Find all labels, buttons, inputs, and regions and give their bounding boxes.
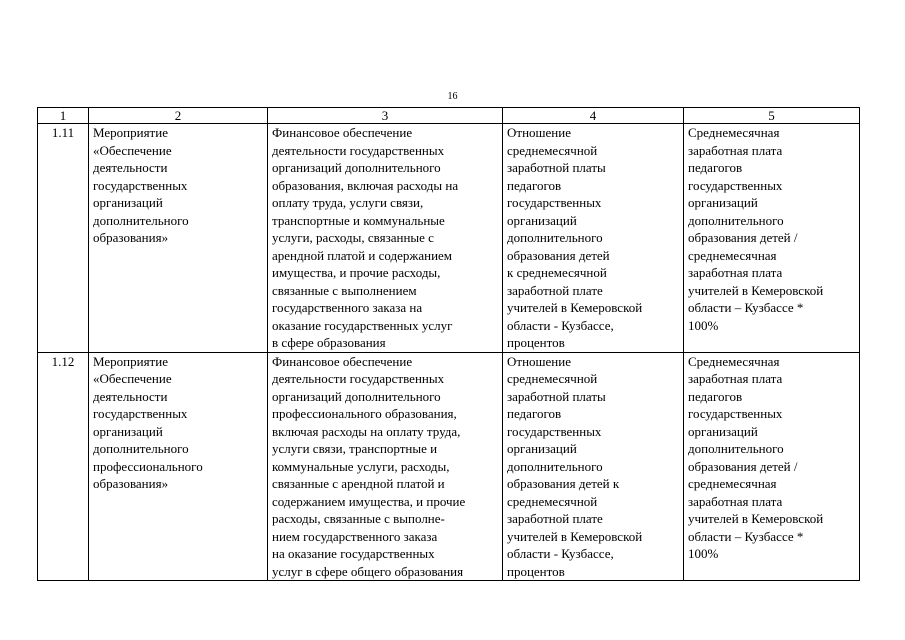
text-line: заработной плате bbox=[507, 282, 603, 298]
text-line: образования» bbox=[93, 476, 169, 491]
text-line: «Обеспечение bbox=[93, 371, 172, 386]
activity-description-cell bbox=[268, 352, 503, 581]
page-number: 16 bbox=[447, 91, 458, 102]
text-line: дополнительного bbox=[688, 441, 784, 456]
text-line: Среднемесячная bbox=[688, 125, 780, 140]
text-line: Мероприятие bbox=[93, 353, 168, 369]
text-line: области – Кузбассе * bbox=[688, 300, 804, 315]
text-line: учителей в Кемеровской bbox=[688, 282, 824, 298]
text-line: организаций дополнительного bbox=[272, 160, 441, 175]
text-line: дополнительного bbox=[507, 458, 603, 474]
text-line: среднемесячная bbox=[688, 247, 777, 263]
text-line: профессионального образования, bbox=[272, 406, 457, 421]
text-line: государственного заказа на bbox=[272, 300, 423, 315]
text-line: заработной плате bbox=[507, 511, 603, 526]
text-line: в сфере образования bbox=[272, 335, 386, 350]
header-cell: 3 bbox=[268, 108, 503, 124]
table-header-row bbox=[38, 108, 860, 124]
text-line: арендной платой и содержанием bbox=[272, 247, 453, 263]
text-line: на оказание государственных bbox=[272, 546, 435, 561]
text-line: учителей в Кемеровской bbox=[507, 300, 643, 315]
text-line: включая расходы на оплату труда, bbox=[272, 423, 461, 439]
text-line: деятельности государственных bbox=[272, 142, 445, 158]
text-line: государственных bbox=[688, 406, 783, 421]
text-line: расходы, связанные с выполне- bbox=[272, 511, 445, 526]
text-line: дополнительного bbox=[93, 441, 189, 456]
text-line: услуг в сфере общего образования bbox=[272, 563, 464, 579]
text-line: заработная плата bbox=[688, 371, 783, 386]
text-line: области – Кузбассе * bbox=[688, 528, 804, 544]
formula-cell bbox=[684, 352, 860, 581]
text-line: деятельности bbox=[93, 388, 168, 404]
text-line: 100% bbox=[688, 546, 719, 561]
text-line: деятельности bbox=[93, 160, 168, 175]
text-line: образования детей / bbox=[688, 458, 798, 474]
text-line: имущества, и прочие расходы, bbox=[272, 265, 441, 280]
text-line: учителей в Кемеровской bbox=[507, 528, 643, 544]
text-line: среднемесячной bbox=[507, 142, 598, 158]
header-cell: 2 bbox=[89, 108, 268, 124]
text-line: Отношение bbox=[507, 353, 571, 369]
header-cell: 5 bbox=[684, 108, 860, 124]
text-line: государственных bbox=[688, 177, 783, 193]
text-line: образования, включая расходы на bbox=[272, 177, 459, 193]
text-line: среднемесячной bbox=[507, 493, 598, 509]
activity-name-cell bbox=[89, 352, 268, 581]
text-line: к среднемесячной bbox=[507, 265, 607, 280]
text-line: деятельности государственных bbox=[272, 371, 445, 386]
text-line: организаций bbox=[507, 212, 577, 228]
text-line: среднемесячная bbox=[688, 476, 777, 491]
text-line: «Обеспечение bbox=[93, 142, 172, 158]
text-line: педагогов bbox=[507, 406, 562, 421]
text-line: транспортные и коммунальные bbox=[272, 212, 445, 228]
indicator-cell bbox=[503, 352, 684, 581]
text-line: организаций дополнительного bbox=[272, 388, 441, 404]
text-line: услуги связи, транспортные и bbox=[272, 441, 438, 456]
text-line: среднемесячной bbox=[507, 371, 598, 386]
text-line: оказание государственных услуг bbox=[272, 317, 453, 333]
text-line: дополнительного bbox=[93, 212, 189, 228]
text-line: профессионального bbox=[93, 458, 203, 474]
text-line: государственных bbox=[507, 195, 602, 210]
text-line: коммунальные услуги, расходы, bbox=[272, 458, 450, 474]
text-line: заработной платы bbox=[507, 388, 606, 404]
row-number-cell: 1.12 bbox=[38, 352, 89, 581]
program-table bbox=[37, 107, 860, 581]
text-line: образования» bbox=[93, 230, 169, 245]
text-line: процентов bbox=[507, 563, 565, 579]
text-line: государственных bbox=[507, 423, 602, 439]
text-line: образования детей / bbox=[688, 230, 798, 245]
text-line: связанные с выполнением bbox=[272, 282, 417, 298]
text-line: 100% bbox=[688, 317, 719, 333]
text-line: связанные с арендной платой и bbox=[272, 476, 445, 491]
activity-name-cell bbox=[89, 124, 268, 353]
text-line: заработная плата bbox=[688, 493, 783, 509]
text-line: дополнительного bbox=[507, 230, 603, 245]
text-line: организаций bbox=[688, 195, 758, 210]
text-line: педагогов bbox=[688, 388, 743, 404]
formula-cell bbox=[684, 124, 860, 353]
table-row bbox=[38, 124, 860, 353]
text-line: заработной платы bbox=[507, 160, 606, 175]
text-line: процентов bbox=[507, 335, 565, 350]
text-line: дополнительного bbox=[688, 212, 784, 228]
row-number-cell: 1.11 bbox=[38, 124, 89, 353]
header-cell: 1 bbox=[38, 108, 89, 124]
text-line: Отношение bbox=[507, 125, 571, 140]
text-line: педагогов bbox=[688, 160, 743, 175]
text-line: области - Кузбассе, bbox=[507, 317, 614, 333]
header-cell: 4 bbox=[503, 108, 684, 124]
activity-description-cell bbox=[268, 124, 503, 353]
text-line: содержанием имущества, и прочие bbox=[272, 493, 466, 509]
text-line: заработная плата bbox=[688, 142, 783, 158]
text-line: нием государственного заказа bbox=[272, 528, 438, 544]
text-line: организаций bbox=[688, 423, 758, 439]
text-line: организаций bbox=[93, 195, 163, 210]
text-line: области - Кузбассе, bbox=[507, 546, 614, 561]
text-line: услуги, расходы, связанные с bbox=[272, 230, 434, 245]
text-line: Финансовое обеспечение bbox=[272, 125, 413, 140]
text-line: Финансовое обеспечение bbox=[272, 353, 413, 369]
indicator-cell bbox=[503, 124, 684, 353]
text-line: образования детей bbox=[507, 247, 610, 263]
text-line: педагогов bbox=[507, 177, 562, 193]
text-line: Мероприятие bbox=[93, 125, 168, 140]
text-line: государственных bbox=[93, 177, 188, 193]
text-line: образования детей к bbox=[507, 476, 620, 491]
text-line: организаций bbox=[93, 423, 163, 439]
text-line: Среднемесячная bbox=[688, 353, 780, 369]
table-row bbox=[38, 352, 860, 581]
text-line: учителей в Кемеровской bbox=[688, 511, 824, 526]
text-line: государственных bbox=[93, 406, 188, 421]
text-line: заработная плата bbox=[688, 265, 783, 280]
text-line: оплату труда, услуги связи, bbox=[272, 195, 424, 210]
text-line: организаций bbox=[507, 441, 577, 456]
